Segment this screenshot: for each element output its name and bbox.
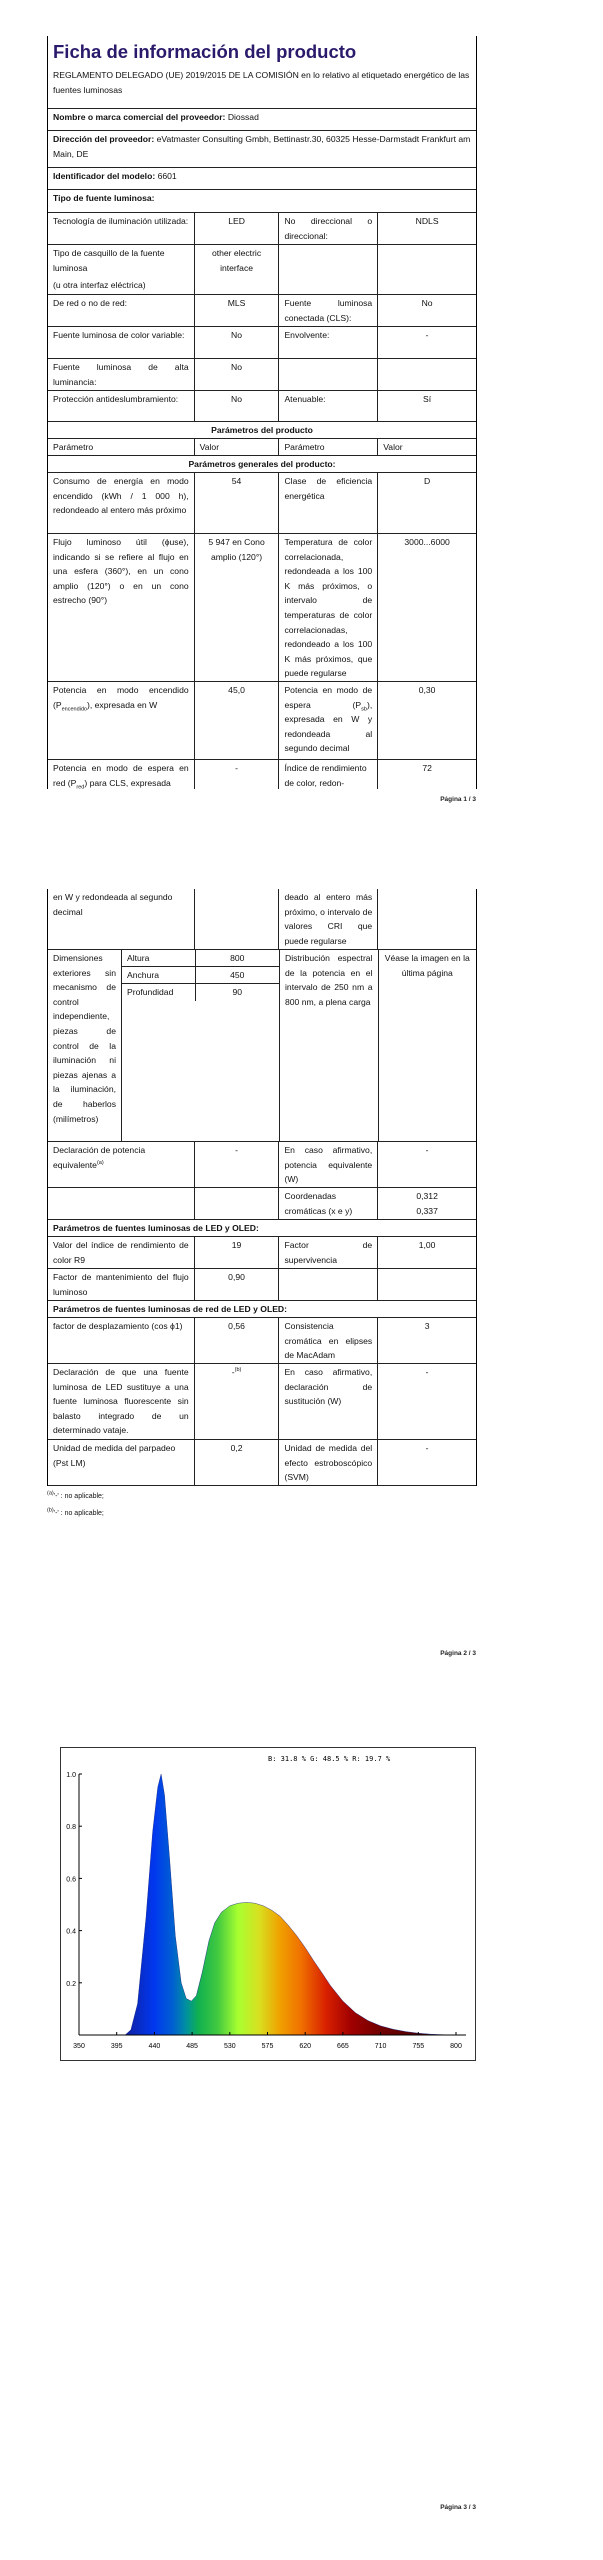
model-label: Identificador del modelo: [53,171,156,181]
param-label [278,245,377,294]
param-label: Temperatura de color correlacionada, redondeada a los 100 K más próximos, o intervalo de temperaturas de color correlacionadas, redondeado a los 100 K más próximos, que puede regularse [278,534,377,681]
mains-led-params-header: Parámetros de fuentes luminosas de red de LED y OLED: [53,1304,288,1314]
param-label: Fuente luminosa de color variable: [53,330,185,340]
x-tick-label: 395 [110,2043,123,2050]
x-tick-label: 350 [73,2043,85,2050]
chroma-label: Coordenadas cromáticas (x e y) [278,1188,377,1219]
param-label [48,245,194,294]
table-row [48,1317,476,1363]
supplier-address: eVatmaster Consulting Gmbh, Bettinastr.30, 60325 Hesse-Darmstadt Frankfurt am Main, DE [53,134,471,159]
equiv-value: - [194,1142,279,1187]
cri-cont: deado al entero más próximo, o intervalo de valores CRI que puede regularse [278,889,377,949]
table-row [48,326,476,358]
dimension-value: 800 [195,950,279,966]
spectral-distribution-chart [60,1747,476,2061]
dimension-value: 90 [195,984,279,1001]
y-tick-label: 1.0 [66,1772,76,1779]
model-row [48,168,476,189]
x-tick-label: 440 [148,2043,161,2050]
stroboscopic-value: - [377,1440,476,1485]
chroma-values [377,1188,476,1219]
param-label: Envolvente: [278,327,377,358]
param-value: No [194,359,279,390]
page-number: Página 1 / 3 [440,796,476,803]
spd-label: Distribución espectral de la potencia en el intervalo de 250 nm a 800 nm, a plena carga [279,950,378,1141]
param-label: Clase de eficiencia energética [278,473,377,533]
cri-value: 72 [377,760,476,789]
stroboscopic-label: Unidad de medida del efecto estroboscópico (SVM) [278,1440,377,1485]
param-label [278,359,377,390]
param-label: Atenuable: [278,391,377,421]
x-tick-label: 485 [186,2043,198,2050]
chroma-x: 0,312 [416,1191,438,1201]
param-value [377,359,476,390]
flicker-value: 0,2 [194,1440,279,1485]
param-value: NDLS [377,213,476,244]
param-label: Factor de supervivencia [278,1237,377,1268]
table-row [48,1268,476,1300]
x-tick-label: 575 [261,2043,274,2050]
header-block [48,36,476,108]
page-number: Página 3 / 3 [440,2504,476,2511]
dimension-name: Altura [127,953,150,963]
param-label: Flujo luminoso útil (ϕuse), indicando si se refiere al flujo en una esfera (360°), en un cono amplio (120°) o en un cono estrecho (90°) [53,537,189,606]
param-label: Fuente luminosa de alta luminancia: [53,362,189,387]
column-header-row [48,438,476,455]
param-label: Fuente luminosa conectada (CLS): [278,295,377,326]
param-value: 5 947 en Cono amplio (120°) [194,534,279,681]
param-value: - [377,327,476,358]
y-tick-label: 0.8 [66,1824,76,1832]
substitution-value: -$^{(b)}$ [194,1364,279,1439]
x-tick-label: 800 [450,2043,462,2050]
dimension-name: Profundidad [127,987,174,997]
on-power-label: Potencia en modo encendido $(P_{encendido})$, expresada en W [53,685,189,713]
table-row [48,294,476,326]
col-value: Valor [377,439,476,455]
footnote-b: $^{(b)}$'-' : no aplicable; [47,1507,104,1517]
supplier-address-row [48,131,476,167]
param-value: Sí [377,391,476,421]
x-tick-label: 530 [223,2043,236,2050]
param-value: 0,90 [194,1269,279,1300]
product-info-table-page2 [47,889,477,1486]
dimensions-row [48,949,476,1141]
param-value: 54 [194,473,279,533]
param-value [377,245,476,294]
product-params-header: Parámetros del producto [211,425,313,435]
supplier-name-row [48,109,476,130]
substitution-w-value: - [377,1364,476,1439]
cri-label: Índice de rendimiento de color, redon- [278,760,377,789]
supplier-address-label: Dirección del proveedor: [53,134,155,144]
param-value: LED [194,213,279,244]
param-value: No [194,327,279,358]
param-value [377,1269,476,1300]
param-value: No [377,295,476,326]
param-label: No direccional o direccional: [278,213,377,244]
substitution-w-label: En caso afirmativo, declaración de sustitución (W) [278,1364,377,1439]
displacement-label: factor de desplazamiento (cos ϕ1) [53,1321,183,1331]
network-standby-value: - [194,760,279,789]
table-row [48,244,476,294]
y-tick-label: 0.2 [66,1980,76,1988]
table-row [48,390,476,421]
color-consistency-value: 3 [377,1318,476,1363]
standby-power-label: Potencia en modo de espera $(P_{sb})$, expresada en W y redondeada al segundo decimal [278,682,377,759]
x-tick-label: 665 [337,2043,349,2050]
x-tick-label: 710 [374,2043,387,2050]
network-standby-label: Potencia en modo de espera en red $(P_{red})$ para CLS, expresada [53,763,189,789]
table-row [48,533,476,681]
param-label: Protección antideslumbramiento: [53,394,179,404]
param-value: No [194,391,279,421]
param-value: D [377,473,476,533]
cap-label: Tipo de casquillo de la fuente luminosa [53,248,165,273]
regulation-subtitle: REGLAMENTO DELEGADO (UE) 2019/2015 DE LA COMISIÓN en lo relativo al etiquetado energético de las fuentes luminosas [53,70,470,95]
col-param: Parámetro [278,439,377,455]
param-label: Factor de mantenimiento del flujo luminoso [53,1272,189,1297]
param-label: Tecnología de iluminación utilizada: [53,216,189,226]
param-value: MLS [194,295,279,326]
substitution-label: Declaración de que una fuente luminosa de LED sustituye a una fuente luminosa fluorescente sin balasto integrado de un determinado vataje. [53,1367,189,1436]
spd-value: Véase la imagen en la última página [378,950,477,1141]
param-value: 3000...6000 [377,534,476,681]
dimension-name: Anchura [127,970,160,980]
cap-note: (u otra interfaz eléctrica) [53,280,146,291]
page-title: Ficha de información del producto [53,41,357,62]
spectrum-area [79,1774,456,2035]
spectrum-svg [61,1748,475,2060]
page-number: Página 2 / 3 [440,1650,476,1657]
flicker-label: Unidad de medida del parpadeo (Pst LM) [53,1443,176,1468]
footnote-a: $^{(a)}$'-' : no aplicable; [47,1490,104,1500]
color-consistency-label: Consistencia cromática en elipses de MacAdam [278,1318,377,1363]
general-params-header: Parámetros generales del producto: [188,459,336,469]
table-row [48,358,476,390]
param-value: other electric interface [194,245,279,294]
table-row [48,1363,476,1439]
table-row [48,1236,476,1268]
supplier-name: Diossad [227,112,259,122]
table-row [48,212,476,244]
x-tick-label: 755 [412,2043,425,2050]
network-standby-cont: en W y redondeada al segundo decimal [53,892,173,917]
chroma-y: 0,337 [416,1205,438,1216]
source-type-label: Tipo de fuente luminosa: [53,193,155,203]
table-row [48,1439,476,1486]
displacement-value: 0,56 [194,1318,279,1363]
param-label: Consumo de energía en modo encendido (kWh / 1 000 h), redondeado al entero más próximo [53,476,189,516]
table-row [48,759,476,789]
table-row [48,472,476,533]
param-label: De red o no de red: [53,298,128,308]
param-label [278,1269,377,1300]
y-tick-label: 0.4 [66,1928,76,1936]
table-row [48,681,476,759]
supplier-name-label: Nombre o marca comercial del proveedor: [53,112,226,122]
dimension-row [122,967,279,984]
param-label: Valor del índice de rendimiento de color R9 [53,1240,189,1265]
table-row [48,1141,476,1187]
col-value: Valor [194,439,279,455]
equiv-w-value: - [377,1142,476,1187]
dimension-row [122,950,279,967]
standby-power-value: 0,30 [377,682,476,759]
model-id: 6601 [157,171,177,181]
rgb-ratio-legend: B: 31.8 % G: 48.5 % R: 19.7 % [268,1755,391,1763]
x-tick-label: 620 [299,2043,312,2050]
table-row [48,889,476,949]
dimensions-label: Dimensiones exteriores sin mecanismo de control independiente, piezas de control de la iluminación ni piezas ajenas a la iluminación, de haberlos (milímetros) [53,953,116,1124]
param-value: 1,00 [377,1237,476,1268]
led-params-header: Parámetros de fuentes luminosas de LED y OLED: [53,1223,259,1233]
y-tick-label: 0.6 [66,1876,76,1884]
col-param: Parámetro [53,442,94,452]
on-power-value: 45,0 [194,682,279,759]
table-row [48,1187,476,1219]
param-value: 19 [194,1237,279,1268]
equiv-w-label: En caso afirmativo, potencia equivalente (W) [278,1142,377,1187]
dimension-row [122,984,279,1001]
dimension-value: 450 [195,967,279,983]
equiv-label: Declaración de potencia equivalente$^{(a)}$ [53,1145,146,1170]
product-info-table-page1 [47,36,477,789]
